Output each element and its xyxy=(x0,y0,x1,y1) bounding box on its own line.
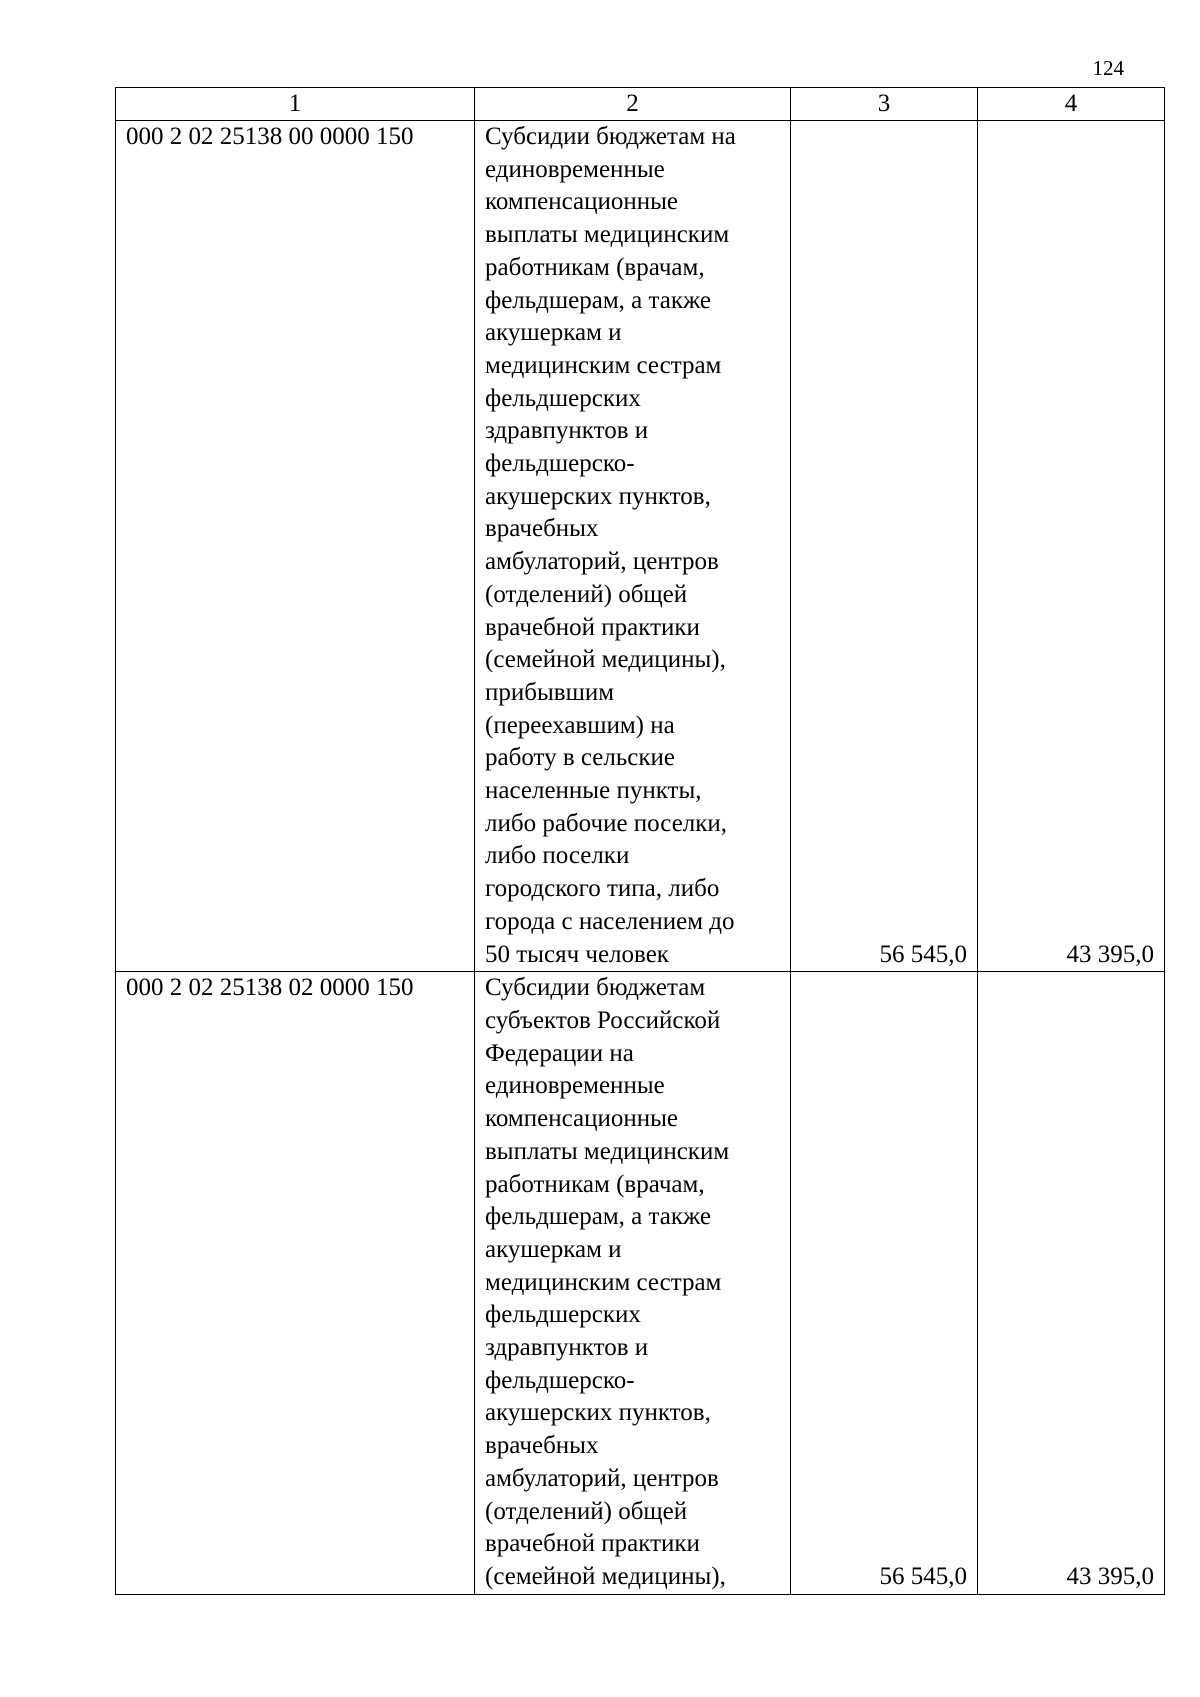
description-line: работникам (врачам, xyxy=(485,253,705,281)
header-col-1: 1 xyxy=(116,88,475,121)
description-line: фельдшерских xyxy=(485,384,641,412)
budget-code-cell: 000 2 02 25138 00 0000 150 xyxy=(116,121,475,972)
description-line: врачебной практики xyxy=(485,613,700,641)
header-col-2: 2 xyxy=(475,88,791,121)
description-line: медицинским сестрам xyxy=(485,1268,722,1296)
description-line: здравпунктов и xyxy=(485,1334,649,1362)
description-line: медицинским сестрам xyxy=(485,351,722,379)
description-line: фельдшерско- xyxy=(485,1366,635,1394)
description-line: акушеркам и xyxy=(485,1235,622,1263)
budget-code-cell: 000 2 02 25138 02 0000 150 xyxy=(116,972,475,1594)
table-row xyxy=(116,972,1165,1594)
description-line: Субсидии бюджетам на xyxy=(485,123,736,150)
description-line: Субсидии бюджетам xyxy=(485,974,706,1002)
description-line: компенсационные xyxy=(485,188,678,216)
description-line: либо поселки xyxy=(485,842,630,870)
description-line: Федерации на xyxy=(485,1039,634,1067)
description-line: населенные пункты, xyxy=(485,777,702,805)
description-line: фельдшерско- xyxy=(485,450,635,478)
amount-col-3: 56 545,0 xyxy=(791,972,978,1594)
description-line: акушеркам и xyxy=(485,319,622,347)
budget-table xyxy=(115,87,1165,1595)
description-line: субъектов Российской xyxy=(485,1006,721,1034)
description-line: либо рабочие поселки, xyxy=(485,809,728,837)
description-line: акушерских пунктов, xyxy=(485,482,711,510)
description-line: фельдшерских xyxy=(485,1301,641,1329)
description-line: единовременные xyxy=(485,155,665,183)
description-line: выплаты медицинским xyxy=(485,221,730,249)
description-line: городского типа, либо xyxy=(485,875,720,903)
description-cell xyxy=(475,121,791,972)
description-line: (семейной медицины), xyxy=(485,1562,726,1590)
description-line: врачебных xyxy=(485,515,599,543)
amount-col-4: 43 395,0 xyxy=(978,121,1165,972)
description-line: (семейной медицины), xyxy=(485,646,726,674)
table-row xyxy=(116,121,1165,972)
amount-col-4: 43 395,0 xyxy=(978,972,1165,1594)
description-line: амбулаторий, центров xyxy=(485,548,719,576)
description-line: 50 тысяч человек xyxy=(485,940,669,968)
description-cell xyxy=(475,972,791,1594)
header-row xyxy=(116,88,1165,121)
description-line: (отделений) общей xyxy=(485,1497,688,1525)
amount-col-3: 56 545,0 xyxy=(791,121,978,972)
description-line: единовременные xyxy=(485,1072,665,1100)
description-line: прибывшим xyxy=(485,678,615,706)
description-line: акушерских пунктов, xyxy=(485,1399,711,1427)
header-col-4: 4 xyxy=(978,88,1165,121)
description-line: фельдшерам, а также xyxy=(485,286,712,314)
description-line: амбулаторий, центров xyxy=(485,1464,719,1492)
description-line: работу в сельские xyxy=(485,744,675,772)
description-line: врачебных xyxy=(485,1432,599,1460)
description-line: фельдшерам, а также xyxy=(485,1203,712,1231)
description-line: врачебной практики xyxy=(485,1530,700,1558)
description-line: (переехавшим) на xyxy=(485,711,675,739)
description-line: компенсационные xyxy=(485,1105,678,1133)
description-line: выплаты медицинским xyxy=(485,1137,730,1165)
description-line: работникам (врачам, xyxy=(485,1170,705,1198)
description-line: (отделений) общей xyxy=(485,580,688,608)
header-col-3: 3 xyxy=(791,88,978,121)
description-line: здравпунктов и xyxy=(485,417,649,445)
page-number: 124 xyxy=(1092,56,1124,80)
description-line: города с населением до xyxy=(485,907,735,935)
